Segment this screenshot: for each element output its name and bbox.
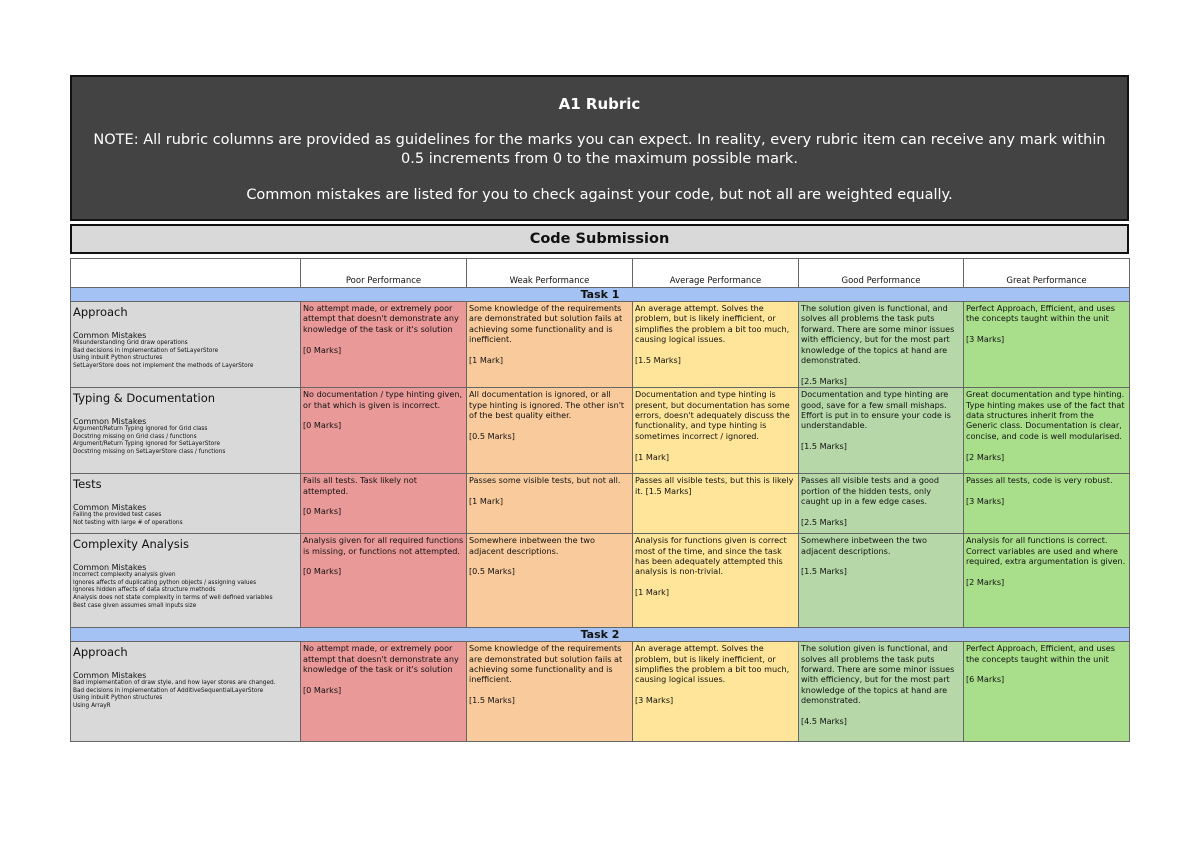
- rubric-cell-text: Fails all tests. Task likely not attempted. [0 Marks]: [303, 475, 417, 517]
- rubric-cell-text: Documentation and type hinting are good, save for a few small mishaps. Effort is put in to ensure your code is understandable. [1.5 Marks]: [801, 389, 951, 452]
- rubric-cell-good: [799, 534, 964, 628]
- rubric-cell-good: [799, 642, 964, 742]
- mistake-item: Not testing with large # of operations: [73, 519, 183, 526]
- common-mistakes-label: Common Mistakes: [73, 563, 147, 573]
- rubric-cell-average: [633, 388, 799, 474]
- criterion-row: [71, 302, 1130, 388]
- rubric-cell-poor: [301, 388, 467, 474]
- rubric-cell-average: [633, 534, 799, 628]
- task-title: Task 2: [71, 628, 1130, 642]
- mistake-item: Bad implementation of draw style, and how layer stores are changed.: [73, 680, 276, 687]
- rubric-cell-text: The solution given is functional, and solves all problems the task puts forward. There are some minor issues with efficiency, but for the most part knowledge of the topics at hand are demonstrated. [4.5 Marks]: [801, 643, 955, 727]
- rubric-cell-text: Passes all visible tests, but this is likely it. [1.5 Marks]: [635, 475, 794, 496]
- mistake-item: Bad decisions in implementation of AdditiveSequentialLayerStore: [73, 687, 264, 694]
- task-title: Task 1: [71, 288, 1130, 302]
- rubric-cell-text: Some knowledge of the requirements are demonstrated but solution fails at achieving some functionality and is inefficient. [1.5 Marks]: [469, 643, 623, 706]
- mistake-item: Incorrect complexity analysis given: [73, 572, 176, 579]
- rubric-cell-text: No documentation / type hinting given, or that which is given is incorrect. [0 Marks]: [303, 389, 463, 431]
- mistake-item: SetLayerStore does not implement the methods of LayerStore: [73, 362, 254, 369]
- criterion-cell: [71, 302, 301, 388]
- column-header-good: Good Performance: [799, 259, 964, 288]
- criterion-row: [71, 534, 1130, 628]
- rubric-cell-text: An average attempt. Solves the problem, but is likely inefficient, or simplifies the problem a bit too much, causing logical issues. [3 Marks]: [635, 643, 790, 706]
- rubric-cell-great: [964, 474, 1130, 534]
- task-header-row: [71, 288, 1130, 302]
- rubric-cell-poor: [301, 534, 467, 628]
- rubric-cell-text: Perfect Approach, Efficient, and uses the concepts taught within the unit [3 Marks]: [966, 303, 1115, 345]
- criterion-title: Approach: [73, 305, 128, 319]
- rubric-table: [70, 258, 1130, 742]
- rubric-cell-text: Analysis for functions given is correct most of the time, and since the task has been adequately attempted this analysis is non-trivial. [1 Mark]: [635, 535, 787, 598]
- rubric-cell-text: The solution given is functional, and solves all problems the task puts forward. There are some minor issues with efficiency, but for the most part knowledge of the topics at hand are demonstrated. [2.5 Marks]: [801, 303, 955, 386]
- rubric-note: NOTE: All rubric columns are provided as guidelines for the marks you can expect. In reality, every rubric item can receive any mark within 0.5 increments from 0 to the maximum possible mark.: [93, 132, 1106, 167]
- mistake-item: Using inbuilt Python structures: [73, 355, 163, 362]
- rubric-cell-average: [633, 474, 799, 534]
- criterion-row: [71, 474, 1130, 534]
- mistake-item: Best case given assumes small inputs size: [73, 602, 197, 609]
- rubric-cell-weak: [467, 302, 633, 388]
- criterion-row: [71, 388, 1130, 474]
- criterion-title: Tests: [73, 477, 102, 492]
- mistake-item: Ignores affects of duplicating python objects / assigning values: [73, 579, 257, 586]
- mistake-item: Argument/Return Typing ignored for SetLayerStore: [73, 441, 221, 448]
- rubric-cell-great: [964, 388, 1130, 474]
- rubric-cell-text: Analysis given for all required functions is missing, or functions not attempted. [0 Marks]: [303, 535, 464, 577]
- rubric-cell-text: No attempt made, or extremely poor attempt that doesn't demonstrate any knowledge of the task or it's solution [0 Marks]: [303, 303, 459, 355]
- corner-cell: [71, 259, 301, 288]
- mistake-item: Using ArrayR: [73, 703, 111, 710]
- rubric-cell-weak: [467, 642, 633, 742]
- rubric-cell-average: [633, 302, 799, 388]
- common-mistakes-label: Common Mistakes: [73, 331, 147, 340]
- rubric-cell-text: Somewhere inbetween the two adjacent descriptions. [1.5 Marks]: [801, 535, 927, 577]
- column-header-average: Average Performance: [633, 259, 799, 288]
- criterion-title: Approach: [73, 645, 128, 660]
- rubric-cell-text: Passes all tests, code is very robust. [3 Marks]: [966, 475, 1113, 507]
- rubric-cell-text: Somewhere inbetween the two adjacent descriptions. [0.5 Marks]: [469, 535, 595, 577]
- rubric-cell-weak: [467, 474, 633, 534]
- mistake-item: Argument/Return Typing ignored for Grid class: [73, 426, 208, 433]
- mistake-item: Analysis does not state complexity in terms of well defined variables: [73, 595, 273, 602]
- mistake-item: Failing the provided test cases: [73, 512, 162, 519]
- common-mistakes-note: Common mistakes are listed for you to check against your code, but not all are weighted equally.: [246, 187, 953, 203]
- column-header-weak: Weak Performance: [467, 259, 633, 288]
- rubric-cell-good: [799, 474, 964, 534]
- rubric-cell-great: [964, 302, 1130, 388]
- rubric-cell-text: All documentation is ignored, or all type hinting is ignored. The other isn't of the best quality either. [0.5 Marks]: [469, 389, 625, 441]
- column-header-great: Great Performance: [964, 259, 1130, 288]
- mistake-item: Docstring missing on Grid class / functions: [73, 433, 197, 440]
- rubric-cell-average: [633, 642, 799, 742]
- criterion-cell: [71, 474, 301, 534]
- rubric-title: A1 Rubric: [558, 95, 641, 113]
- rubric-header: [70, 75, 1129, 221]
- rubric-cell-weak: [467, 534, 633, 628]
- rubric-cell-text: Passes all visible tests and a good portion of the hidden tests, only caught up in a few edge cases. [2.5 Marks]: [801, 475, 939, 527]
- rubric-cell-great: [964, 534, 1130, 628]
- rubric-cell-text: Documentation and type hinting is present, but documentation has some errors, doesn't adequately discuss the functionality, and type hinting is sometimes incorrect / ignored. [1 Mark]: [635, 389, 790, 462]
- rubric-cell-poor: [301, 302, 467, 388]
- rubric-cell-good: [799, 388, 964, 474]
- mistake-item: Using inbuilt Python structures: [73, 695, 163, 702]
- criterion-cell: [71, 534, 301, 628]
- mistake-item: Bad decisions in implementation of SetLayerStore: [73, 347, 219, 354]
- rubric-cell-text: Some knowledge of the requirements are demonstrated but solution fails at achieving some functionality and is inefficient. [1 Mark]: [469, 303, 623, 366]
- criterion-title: Typing & Documentation: [73, 391, 216, 406]
- criterion-row: [71, 642, 1130, 742]
- column-header-poor: Poor Performance: [301, 259, 467, 288]
- rubric-cell-poor: [301, 474, 467, 534]
- section-title: Code Submission: [70, 224, 1129, 254]
- rubric-cell-text: Analysis for all functions is correct. Correct variables are used and where required, extra argumentation is given. [2 Marks]: [966, 535, 1126, 587]
- rubric-cell-weak: [467, 388, 633, 474]
- mistake-item: Docstring missing on SetLayerStore class / functions: [73, 449, 226, 456]
- rubric-sheet: [70, 75, 1129, 742]
- rubric-cell-text: An average attempt. Solves the problem, but is likely inefficient, or simplifies the problem a bit too much, causing logical issues. [1.5 Marks]: [635, 303, 790, 366]
- mistake-item: Ignores hidden affects of data structure methods: [73, 587, 216, 594]
- rubric-cell-text: No attempt made, or extremely poor attempt that doesn't demonstrate any knowledge of the task or it's solution [0 Marks]: [303, 643, 459, 695]
- rubric-cell-great: [964, 642, 1130, 742]
- common-mistakes-label: Common Mistakes: [73, 503, 147, 513]
- column-header-row: [71, 259, 1130, 288]
- rubric-cell-text: Great documentation and type hinting. Type hinting makes use of the fact that data structures inherit from the Generic class. Documentation is clear, concise, and code is well modularised. [2 Marks]: [966, 389, 1125, 462]
- criterion-cell: [71, 642, 301, 742]
- criterion-title: Complexity Analysis: [73, 537, 189, 552]
- rubric-cell-text: Passes some visible tests, but not all. [1 Mark]: [469, 475, 621, 507]
- rubric-cell-text: Perfect Approach, Efficient, and uses the concepts taught within the unit [6 Marks]: [966, 643, 1115, 685]
- mistake-item: Misunderstanding Grid draw operations: [73, 340, 188, 346]
- rubric-cell-poor: [301, 642, 467, 742]
- common-mistakes-label: Common Mistakes: [73, 671, 147, 681]
- rubric-cell-good: [799, 302, 964, 388]
- common-mistakes-label: Common Mistakes: [73, 417, 147, 427]
- task-header-row: [71, 628, 1130, 642]
- criterion-cell: [71, 388, 301, 474]
